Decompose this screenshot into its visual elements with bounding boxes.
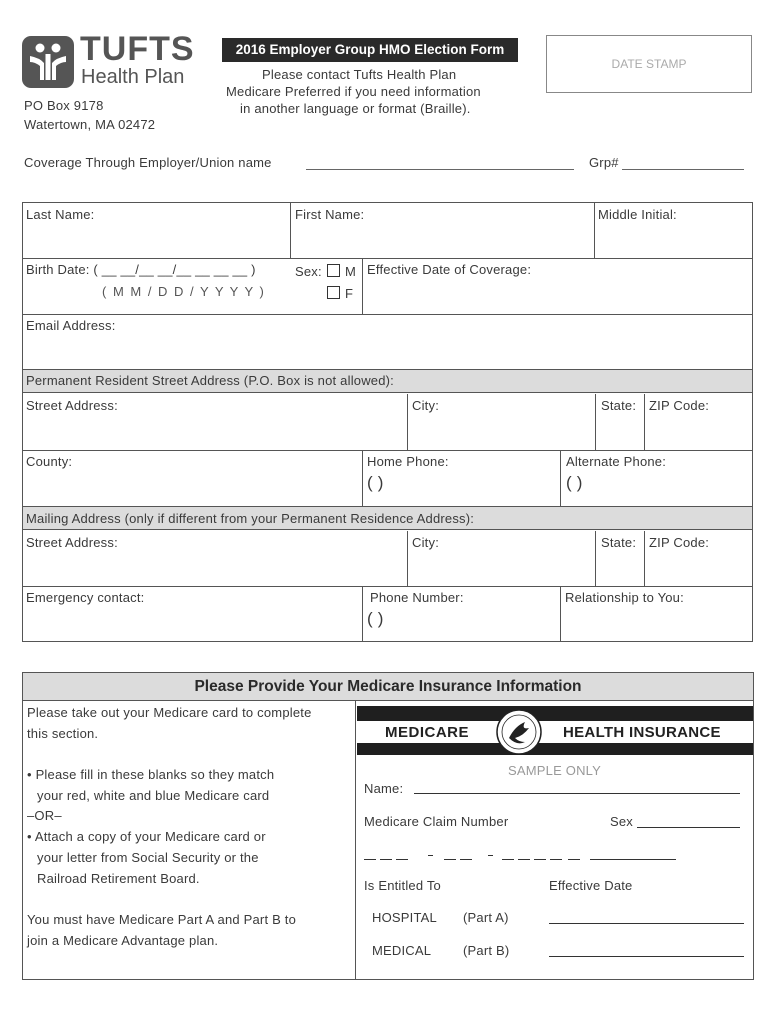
- grp-label: Grp#: [589, 155, 619, 170]
- perm-state-label: State:: [601, 398, 637, 413]
- form-title: 2016 Employer Group HMO Election Form: [222, 38, 518, 62]
- hospital-label: HOSPITAL: [372, 910, 437, 925]
- emergency-phone-field[interactable]: ( ): [367, 609, 384, 628]
- effective-date-field[interactable]: [363, 280, 752, 313]
- mail-zip-field[interactable]: [645, 552, 752, 585]
- card-medicare-label: MEDICARE: [385, 724, 470, 741]
- logo-subtitle: Health Plan: [81, 66, 185, 88]
- medicare-card-banner: [357, 706, 753, 756]
- perm-city-label: City:: [412, 398, 439, 413]
- alt-phone-field[interactable]: ( ): [566, 473, 583, 492]
- mail-state-label: State:: [601, 535, 637, 550]
- mail-zip-label: ZIP Code:: [649, 535, 710, 550]
- bullet-2-line-3: Railroad Retirement Board.: [37, 871, 200, 886]
- date-stamp-label: DATE STAMP: [611, 57, 687, 71]
- emergency-phone-label: Phone Number:: [370, 590, 464, 605]
- email-field[interactable]: [23, 335, 752, 368]
- coverage-field[interactable]: [306, 169, 574, 170]
- card-name-label: Name:: [364, 781, 404, 796]
- medical-label: MEDICAL: [372, 943, 432, 958]
- permanent-address-heading: [23, 369, 752, 393]
- mail-state-field[interactable]: [596, 552, 643, 585]
- bullet-2-line-1: • Attach a copy of your Medicare card or: [27, 829, 266, 844]
- alt-phone-label: Alternate Phone:: [566, 454, 667, 469]
- tufts-logo-icon: [22, 36, 74, 88]
- address-line-1: PO Box 9178: [24, 98, 104, 113]
- birth-date-format: ( M M / D D / Y Y Y Y ): [102, 284, 266, 299]
- logo-name: TUFTS: [80, 30, 195, 68]
- contact-line-3: in another language or format (Braille).: [240, 101, 471, 116]
- mail-city-field[interactable]: [408, 552, 594, 585]
- part-b-date-field[interactable]: [549, 956, 744, 957]
- medicare-heading-text: Please Provide Your Medicare Insurance Information: [194, 678, 582, 695]
- bullet-2-line-2: your letter from Social Security or the: [37, 850, 259, 865]
- or-separator: –OR–: [27, 808, 62, 823]
- medicare-instruction-2: this section.: [27, 726, 99, 741]
- grp-field[interactable]: [622, 169, 744, 170]
- sex-male-checkbox[interactable]: [327, 264, 340, 277]
- middle-initial-field[interactable]: [595, 224, 752, 257]
- perm-city-field[interactable]: [408, 415, 594, 449]
- claim-number-field[interactable]: [364, 848, 684, 862]
- medicare-instruction-1: Please take out your Medicare card to complete: [27, 705, 312, 720]
- permanent-address-heading-text: Permanent Resident Street Address (P.O. Box is not allowed):: [26, 373, 394, 388]
- sex-label: Sex:: [295, 264, 322, 279]
- relationship-label: Relationship to You:: [565, 590, 684, 605]
- requirement-line-1: You must have Medicare Part A and Part B to: [27, 912, 296, 927]
- mailing-address-heading: [23, 506, 752, 530]
- home-phone-label: Home Phone:: [367, 454, 449, 469]
- entitled-to-label: Is Entitled To: [364, 878, 441, 893]
- contact-line-2: Medicare Preferred if you need information: [226, 84, 481, 99]
- bullet-1-line-1: • Please fill in these blanks so they match: [27, 767, 275, 782]
- first-name-field[interactable]: [291, 224, 593, 257]
- email-label: Email Address:: [26, 318, 116, 333]
- county-label: County:: [26, 454, 73, 469]
- effective-date-header: Effective Date: [549, 878, 633, 893]
- emergency-contact-field[interactable]: [23, 607, 361, 641]
- relationship-field[interactable]: [561, 607, 752, 641]
- last-name-label: Last Name:: [26, 207, 95, 222]
- perm-zip-label: ZIP Code:: [649, 398, 710, 413]
- mail-street-field[interactable]: [23, 552, 406, 585]
- contact-line-1: Please contact Tufts Health Plan: [262, 67, 457, 82]
- birth-date-label[interactable]: Birth Date: ( __ __/__ __/__ __ __ __ ): [26, 262, 256, 277]
- sample-only-label: SAMPLE ONLY: [508, 763, 601, 778]
- perm-street-field[interactable]: [23, 415, 406, 449]
- card-name-field[interactable]: [414, 793, 740, 794]
- effective-date-label: Effective Date of Coverage:: [367, 262, 532, 277]
- perm-street-label: Street Address:: [26, 398, 118, 413]
- tufts-logo: [22, 30, 197, 90]
- requirement-line-2: join a Medicare Advantage plan.: [27, 933, 219, 948]
- mail-street-label: Street Address:: [26, 535, 118, 550]
- card-sex-label: Sex: [610, 814, 634, 829]
- perm-zip-field[interactable]: [645, 415, 752, 449]
- part-a-date-field[interactable]: [549, 923, 744, 924]
- part-b-label: (Part B): [463, 943, 510, 958]
- mail-city-label: City:: [412, 535, 439, 550]
- mailing-address-heading-text: Mailing Address (only if different from your Permanent Residence Address):: [26, 511, 475, 526]
- sex-male-label: M: [345, 264, 357, 279]
- middle-initial-label: Middle Initial:: [598, 207, 677, 222]
- county-field[interactable]: [23, 471, 361, 505]
- first-name-label: First Name:: [295, 207, 365, 222]
- hhs-seal-icon: [495, 708, 543, 756]
- part-a-label: (Part A): [463, 910, 509, 925]
- medicare-heading: [23, 673, 753, 701]
- coverage-label: Coverage Through Employer/Union name: [24, 155, 272, 170]
- claim-number-label: Medicare Claim Number: [364, 814, 509, 829]
- card-health-insurance-label: HEALTH INSURANCE: [563, 724, 721, 741]
- perm-state-field[interactable]: [596, 415, 643, 449]
- sex-female-label: F: [345, 286, 354, 301]
- last-name-field[interactable]: [23, 224, 289, 257]
- bullet-1-line-2: your red, white and blue Medicare card: [37, 788, 270, 803]
- sex-female-checkbox[interactable]: [327, 286, 340, 299]
- card-sex-field[interactable]: [637, 827, 740, 828]
- address-line-2: Watertown, MA 02472: [24, 117, 156, 132]
- home-phone-field[interactable]: ( ): [367, 473, 384, 492]
- emergency-contact-label: Emergency contact:: [26, 590, 145, 605]
- date-stamp-box: [546, 35, 752, 93]
